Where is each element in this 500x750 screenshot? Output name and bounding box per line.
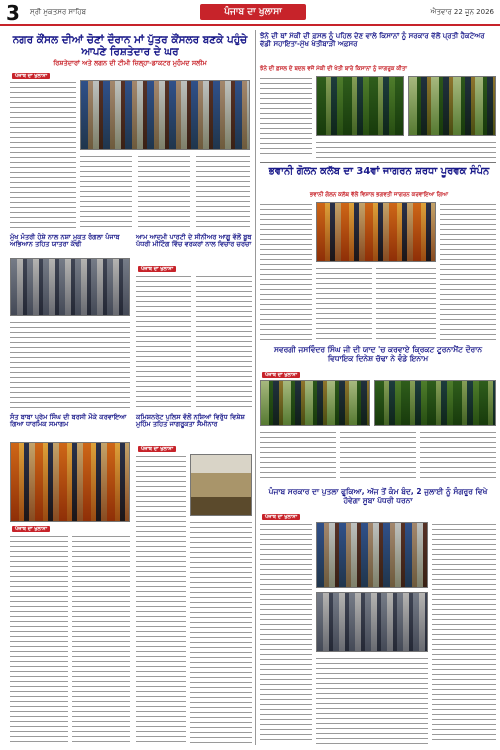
- page-number: 3: [6, 1, 20, 25]
- aap-body-col2: [196, 274, 252, 410]
- sant-body-col2: [72, 534, 130, 744]
- divider: [260, 162, 496, 163]
- cricket-body-col3: [420, 430, 496, 482]
- farmers-headline: ਝੋਨੇ ਦੀ ਥਾਂ ਮੱਕੀ ਦੀ ਫ਼ਸਲ ਨੂੰ ਪਹਿਲ ਦੇਣ ਵਾਲੇ ਕਿਸਾਨਾਂ ਨੂੰ ਸਰਕਾਰ ਵੱਲੋਂ ਪ੍ਰਤੀ ਹੈਕਟੇਅਰ ਵੱਡੀ ਸਹਾਇਤਾ-ਮੁੱਖ ਖੇਤੀਬਾੜੀ ਅਫ਼ਸਰ: [260, 32, 485, 49]
- police-photo: [190, 454, 252, 516]
- cricket-photo-2: [374, 380, 496, 426]
- lead-body-col1: [10, 80, 76, 230]
- protest-body-col3: [432, 522, 496, 744]
- paper-name: ਸ੍ਰੀ ਮੁਕਤਸਰ ਸਾਹਿਬ: [30, 8, 87, 16]
- police-body-col2: [190, 520, 252, 744]
- bhawani-body-col3: [376, 266, 436, 342]
- sant-body-col1: [10, 534, 68, 744]
- police-dateline: ਪੰਜਾਬ ਦਾ ਖੁਲਾਸਾ: [138, 446, 176, 452]
- police-body-col1: [136, 454, 186, 744]
- aap-dateline: ਪੰਜਾਬ ਦਾ ਖੁਲਾਸਾ: [138, 266, 176, 272]
- bhawani-headline: ਭਵਾਨੀ ਗੋਲਨ ਕਲੱਬ ਦਾ 34ਵਾਂ ਜਾਗਰਨ ਸ਼ਰਧਾ ਪੂਰਵਕ ਸੰਪੰਨ: [268, 166, 490, 177]
- protest-photo-1: [316, 522, 428, 588]
- lead-body-col3: [138, 154, 190, 230]
- protest-headline: ਪੰਜਾਬ ਸਰਕਾਰ ਦਾ ਪੁਤਲਾ ਫੂਕਿਆ, ਅੱਜ ਤੋਂ ਕੰਮ ਬੰਦ, 2 ਜੁਲਾਈ ਨੂੰ ਸੰਗਰੂਰ ਵਿਖੇ ਹੋਵੇਗਾ ਸੂਬਾ ਪੱਧਰੀ ਧਰਨਾ: [268, 487, 488, 505]
- protest-body-col2: [316, 656, 428, 744]
- protest-photo-2: [316, 592, 428, 652]
- cricket-body-col2: [340, 430, 416, 482]
- lead-headline: ਨਗਰ ਕੌਂਸਲ ਦੀਆਂ ਚੋਣਾਂ ਦੌਰਾਨ ਮਾਂ ਪੁੱਤਰ ਕੌਂਸਲਰ ਬਣਕੇ ਪਹੁੰਚੇ ਆਪਣੇ ਰਿਸ਼ਤੇਦਾਰ ਦੇ ਘਰ: [12, 34, 248, 59]
- bhawani-subhead: ਭਵਾਨੀ ਗੋਲਨ ਕਲੱਬ ਵੱਲੋਂ ਵਿਸ਼ਾਲ ਭਗਵਤੀ ਜਾਗਰਨ ਕਰਵਾਇਆ ਗਿਆ: [309, 192, 449, 198]
- farmers-body-col2: [316, 140, 496, 160]
- minister-body: [10, 320, 130, 410]
- police-headline: ਕਮਿਸ਼ਨਰੇਟ ਪੁਲਿਸ ਵੱਲੋਂ ਨਸ਼ਿਆਂ ਵਿਰੁੱਧ ਵਿਸ਼ੇਸ਼ ਮੁਹਿੰਮ ਤਹਿਤ ਜਾਗਰੂਕਤਾ ਸੈਮੀਨਾਰ: [136, 413, 245, 429]
- issue-date: ਐਤਵਾਰ 22 ਜੂਨ 2026: [430, 8, 494, 16]
- farmers-photo-2: [408, 76, 496, 136]
- minister-headline: ਮੁੱਖ ਮੰਤਰੀ ਹੋਸ਼ੇ ਨਾਲ ਨਸ਼ਾ ਮੁਕਤ ਰੰਗਲਾ ਪੰਜਾਬ ਅਭਿਆਨ ਤਹਿਤ ਯਾਤਰਾ ਕੱਢੀ: [10, 233, 120, 249]
- column-rule: [255, 30, 256, 745]
- protest-dateline: ਪੰਜਾਬ ਦਾ ਖੁਲਾਸਾ: [262, 514, 300, 520]
- farmers-body-col1: [260, 76, 312, 156]
- aap-body-col1: [136, 274, 191, 410]
- protest-body-col1: [260, 522, 312, 744]
- bhawani-body-col2: [316, 266, 372, 342]
- sant-dateline: ਪੰਜਾਬ ਦਾ ਖੁਲਾਸਾ: [12, 526, 50, 532]
- bhawani-photo: [316, 202, 436, 262]
- bhawani-body-col4: [440, 202, 496, 342]
- bhawani-body-col1: [260, 202, 312, 342]
- lead-body-col2: [80, 154, 132, 230]
- minister-photo: [10, 258, 130, 316]
- sant-headline: ਸੰਤ ਬਾਬਾ ਪ੍ਰੇਮ ਸਿੰਘ ਦੀ ਬਰਸੀ ਮੌਕੇ ਕਰਵਾਇਆ ਗਿਆ ਧਾਰਮਿਕ ਸਮਾਗਮ: [10, 413, 127, 429]
- lead-body-col4: [196, 154, 250, 230]
- section-banner: ਪੰਜਾਬ ਦਾ ਖੁਲਾਸਾ: [200, 4, 306, 20]
- cricket-dateline: ਪੰਜਾਬ ਦਾ ਖੁਲਾਸਾ: [262, 372, 300, 378]
- lead-subhead: ਰਿਸ਼ਤੇਦਾਰਾਂ ਅਤੇ ਲਗਨ ਦੀ ਟੀਮੀ ਜ਼ਿਲ੍ਹਾ-ਡਾਕਟਰ ਮੁਹੰਮਦ ਸਲੀਮ: [53, 59, 207, 67]
- sant-photo: [10, 442, 130, 522]
- cricket-photo-1: [260, 380, 370, 426]
- aap-headline: ਆਮ ਆਦਮੀ ਪਾਰਟੀ ਦੇ ਸੀਨੀਅਰ ਆਗੂ ਵੱਲੋਂ ਬੂਥ ਪੱਧਰੀ ਮੀਟਿੰਗ ਵਿੱਚ ਵਰਕਰਾਂ ਨਾਲ ਵਿਚਾਰ ਚਰਚਾ: [136, 233, 252, 249]
- cricket-body-col1: [260, 430, 336, 482]
- lead-photo: [80, 80, 250, 150]
- lead-dateline: ਪੰਜਾਬ ਦਾ ਖੁਲਾਸਾ: [12, 73, 50, 79]
- farmers-photo-1: [316, 76, 404, 136]
- cricket-headline: ਸਵਰਗੀ ਜਸਵਿੰਦਰ ਸਿੰਘ ਜੀ ਦੀ ਯਾਦ 'ਚ ਕਰਵਾਏ ਕ੍ਰਿਕਟ ਟੂਰਨਾਮੈਂਟ ਦੌਰਾਨ ਵਿਧਾਇਕ ਦਿਨੇਸ਼ ਚੱਢਾ ਨੇ ਵੰਡੇ ਇਨਾਮ: [273, 345, 483, 363]
- masthead: [0, 0, 500, 26]
- farmers-subhead: ਝੋਨੇ ਦੀ ਫ਼ਸਲ ਦੇ ਬਦਲ ਵਜੋਂ ਮੱਕੀ ਦੀ ਖੇਤੀ ਬਾਰੇ ਕਿਸਾਨਾਂ ਨੂੰ ਜਾਗਰੂਕ ਕੀਤਾ: [260, 66, 407, 72]
